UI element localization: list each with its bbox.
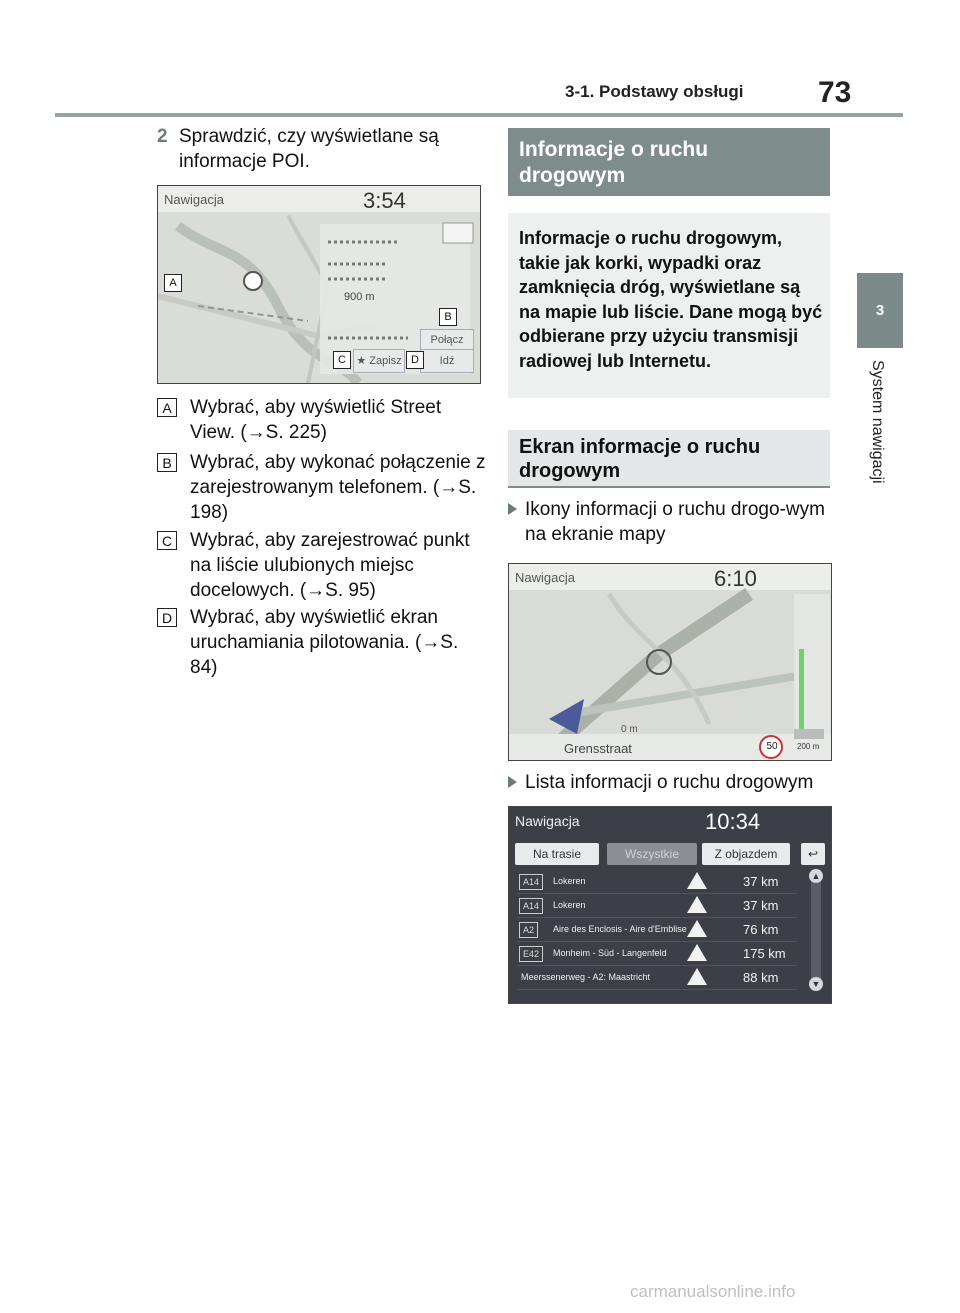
traffic-map (509, 564, 831, 760)
section-title: 3-1. Podstawy obsługi (565, 82, 744, 101)
watermark: carmanualsonline.info (630, 1282, 796, 1301)
table-row[interactable] (517, 967, 797, 990)
list-screen-time: 10:34 (705, 809, 761, 834)
definition-text: Wybrać, aby wyświetlić ekran uruchamiania pilotowania. (→S. 84) (190, 607, 459, 678)
speed-limit: 50 (766, 741, 778, 752)
save-button[interactable]: ★ Zapisz (353, 349, 405, 373)
traffic-map-screenshot (508, 563, 832, 761)
map-scale: 0 m (621, 724, 638, 735)
poi-screen-time: 3:54 (363, 188, 406, 213)
street-name: Grensstraat (564, 741, 632, 756)
table-row[interactable] (517, 871, 797, 894)
table-row[interactable] (517, 919, 797, 942)
incident-location: Aire des Enclosis - Aire d'Emblise (553, 924, 687, 934)
warning-icon (687, 944, 707, 961)
incident-distance: 88 km (743, 970, 779, 985)
tab-detour[interactable]: Z objazdem (702, 843, 790, 865)
side-tab-number: 3 (857, 273, 903, 348)
connect-button[interactable]: Połącz (420, 329, 474, 351)
incident-distance: 37 km (743, 898, 779, 913)
road-tag: E42 (519, 946, 543, 962)
label-b: B (439, 308, 457, 326)
incident-location: Monheim - Süd - Langenfeld (553, 948, 667, 958)
warning-icon (687, 920, 707, 937)
map-screen-title: Nawigacja (515, 570, 575, 585)
go-button[interactable]: Idź (420, 349, 474, 373)
side-tab-label: System nawigacji (869, 360, 886, 484)
back-button[interactable]: ↩ (801, 843, 825, 865)
incident-location: Lokeren (553, 876, 586, 886)
scroll-up-icon[interactable]: ▲ (809, 869, 823, 883)
list-screen-title: Nawigacja (515, 813, 580, 829)
map-screen-time: 6:10 (714, 566, 757, 591)
road-tag: A2 (519, 922, 538, 938)
page-number: 73 (818, 76, 852, 109)
table-row[interactable] (517, 895, 797, 918)
bullet-triangle-icon (508, 776, 517, 788)
save-label: Zapisz (369, 355, 402, 367)
table-row[interactable] (517, 943, 797, 966)
road-tag: A14 (519, 898, 543, 914)
step-text: Sprawdzić, czy wyświetlane są informacje POI. (179, 126, 439, 172)
road-tag: A14 (519, 874, 543, 890)
tab-all[interactable]: Wszystkie (607, 843, 697, 865)
definition-key: A (157, 398, 177, 417)
incident-location: Meerssenerweg - A2: Maastricht (521, 972, 651, 982)
definition-text: Wybrać, aby wykonać połączenie z zarejestrowanym telefonem. (→S. 198) (190, 452, 486, 523)
label-a: A (164, 274, 182, 292)
definition-key: B (157, 453, 177, 472)
incident-distance: 175 km (743, 946, 786, 961)
bar-distance: 200 m (797, 742, 820, 751)
definition-key: C (157, 531, 177, 550)
step-number: 2 (157, 126, 168, 147)
definition-text: Wybrać, aby wyświetlić Street View. (→S. 225) (190, 397, 442, 443)
incident-distance: 37 km (743, 874, 779, 889)
tab-on-route[interactable]: Na trasie (515, 843, 599, 865)
warning-icon (687, 968, 707, 985)
bullet-triangle-icon (508, 503, 517, 515)
definition-text: Wybrać, aby zarejestrować punkt na liście ulubionych miejsc docelowych. (→S. 95) (190, 530, 470, 601)
poi-screen-title: Nawigacja (164, 192, 224, 207)
warning-icon (687, 872, 707, 889)
header-rule (55, 113, 903, 117)
poi-distance: 900 m (344, 291, 375, 303)
label-c: C (333, 351, 351, 369)
traffic-list-screenshot (508, 806, 832, 1004)
incident-distance: 76 km (743, 922, 779, 937)
warning-icon (687, 896, 707, 913)
scrollbar[interactable] (811, 871, 821, 989)
label-d: D (406, 351, 424, 369)
definition-key: D (157, 608, 177, 627)
traffic-heading: Informacje o ruchu drogowym (508, 128, 830, 196)
incident-location: Lokeren (553, 900, 586, 910)
poi-screenshot (157, 185, 481, 384)
scroll-down-icon[interactable]: ▼ (809, 977, 823, 991)
traffic-info-box: Informacje o ruchu drogowym, takie jak korki, wypadki oraz zamknięcia dróg, wyświetlane są na mapie lub liście. Dane mogą być odbierane przy użyciu transmisji radiowej lub Internetu. (508, 213, 830, 398)
traffic-subheading: Ekran informacje o ruchu drogowym (508, 430, 830, 488)
